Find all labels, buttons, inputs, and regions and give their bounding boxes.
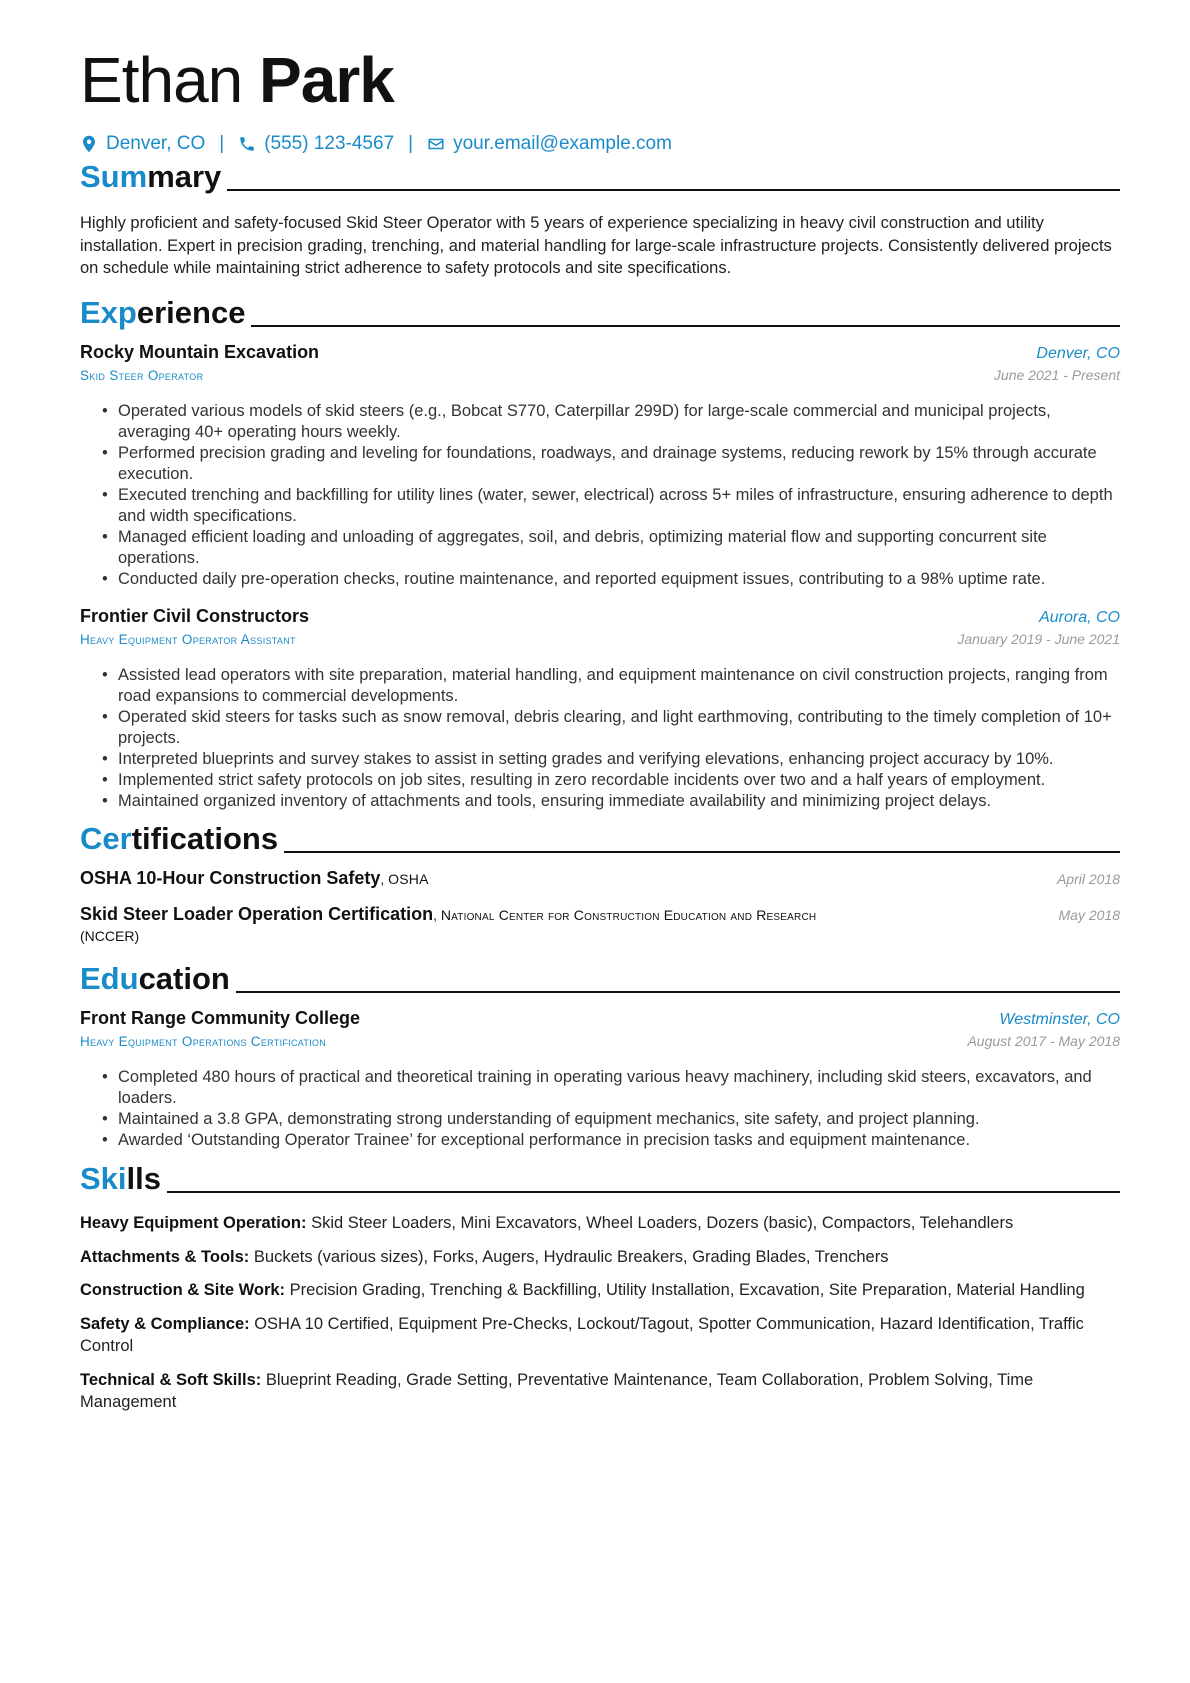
section-header (80, 158, 1120, 196)
section-title: Certifications (80, 821, 279, 856)
skill-value: Precision Grading, Trenching & Backfilling, Utility Installation, Excavation, Site Preparation, Material Handling (289, 1281, 1085, 1299)
skill-row (80, 1246, 1120, 1269)
certification-issuer-suffix: (NCCER) (80, 928, 140, 944)
list-item: • Operated skid steers for tasks such as snow removal, debris clearing, and light earthmoving, contributing to the timely completion of 10+ projects. (80, 707, 1120, 749)
program-name: Heavy Equipment Operations Certification (80, 1034, 327, 1049)
skill-label: Technical & Soft Skills: (80, 1370, 262, 1389)
certification-issuer: OSHA (388, 871, 429, 887)
summary-section (80, 158, 1120, 280)
skills-section (80, 1160, 1120, 1425)
list-item: • Conducted daily pre-operation checks, routine maintenance, and reported equipment issues, contributing to a 98% uptime rate. (80, 569, 1120, 590)
section-header (80, 960, 1120, 998)
school-location: Westminster, CO (999, 1011, 1120, 1028)
job-dates: January 2019 - June 2021 (957, 631, 1120, 647)
skill-value: Blueprint Reading, Grade Setting, Preventative Maintenance, Team Collaboration, Problem Solving, Time Management (80, 1370, 1034, 1411)
contact-separator: | (408, 133, 414, 154)
certification-date: May 2018 (1058, 907, 1120, 923)
certification-date: April 2018 (1056, 871, 1120, 887)
list-item: • Maintained organized inventory of attachments and tools, ensuring immediate availability and minimizing project delays. (80, 791, 1120, 812)
job-entry (80, 606, 1120, 812)
section-title: Skills (80, 1161, 161, 1196)
job-bullets (80, 401, 1120, 590)
first-name: Ethan (80, 44, 243, 116)
certification-entry: OSHA 10-Hour Construction Safety, OSHA April 2018 (80, 868, 1120, 888)
section-header (80, 1160, 1120, 1198)
section-title: Education (80, 961, 230, 996)
phone-icon (238, 135, 256, 153)
job-title: Skid Steer Operator (80, 368, 204, 383)
list-item: • Completed 480 hours of practical and theoretical training in operating various heavy machinery, including skid steers, excavators, and loaders. (80, 1067, 1120, 1109)
skill-value: OSHA 10 Certified, Equipment Pre-Checks, Lockout/Tagout, Spotter Communication, Hazard Identification, Traffic Control (80, 1314, 1084, 1355)
list-item: • Implemented strict safety protocols on job sites, resulting in zero recordable incidents over two and a half years of employment. (80, 770, 1120, 791)
list-item: • Operated various models of skid steers (e.g., Bobcat S770, Caterpillar 299D) for large-scale commercial and municipal projects, averaging 40+ operating hours weekly. (80, 401, 1120, 443)
education-entry (80, 1008, 1120, 1151)
skill-label: Attachments & Tools: (80, 1247, 250, 1266)
skill-value: Buckets (various sizes), Forks, Augers, Hydraulic Breakers, Grading Blades, Trenchers (253, 1247, 889, 1266)
education-bullets (80, 1067, 1120, 1151)
contact-email[interactable]: your.email@example.com (453, 133, 672, 154)
skill-row (80, 1279, 1120, 1302)
job-dates: June 2021 - Present (993, 367, 1120, 383)
school-name: Front Range Community College (80, 1008, 361, 1028)
certification-entry: Skid Steer Loader Operation Certification, National Center for Construction Education and Research May 2018 (NCCER) (80, 904, 1120, 944)
certification-issuer: National Center for Construction Education and Research (440, 907, 817, 923)
job-entry (80, 342, 1120, 590)
contact-location: Denver, CO (106, 133, 206, 154)
job-bullets (80, 665, 1120, 812)
education-dates: August 2017 - May 2018 (967, 1033, 1120, 1049)
map-pin-icon (80, 135, 98, 153)
job-location: Denver, CO (1036, 345, 1120, 362)
section-rule (227, 189, 1120, 191)
list-item: • Maintained a 3.8 GPA, demonstrating strong understanding of equipment mechanics, site safety, and project planning. (80, 1109, 1120, 1130)
section-rule (284, 851, 1120, 853)
skill-label: Construction & Site Work: (80, 1281, 286, 1299)
skill-label: Safety & Compliance: (80, 1314, 250, 1333)
certifications-section (80, 820, 1120, 858)
skill-row (80, 1369, 1120, 1414)
section-rule (251, 325, 1120, 327)
certification-name: OSHA 10-Hour Construction Safety (80, 868, 381, 888)
company-name: Rocky Mountain Excavation (80, 342, 320, 362)
last-name: Park (259, 44, 394, 116)
list-item: • Assisted lead operators with site preparation, material handling, and equipment maintenance on civil construction projects, ranging from road expansions to commercial developments. (80, 665, 1120, 707)
contact-phone[interactable]: (555) 123-4567 (264, 133, 395, 154)
experience-section (80, 294, 1120, 332)
section-rule (167, 1191, 1120, 1193)
list-item: • Interpreted blueprints and survey stakes to assist in setting grades and verifying elevations, enhancing project accuracy by 10%. (80, 749, 1120, 770)
contact-separator: | (219, 133, 225, 154)
job-title: Heavy Equipment Operator Assistant (80, 632, 296, 647)
company-name: Frontier Civil Constructors (80, 606, 310, 626)
list-item: • Managed efficient loading and unloading of aggregates, soil, and debris, optimizing material flow and supporting concurrent site operations. (80, 527, 1120, 569)
job-location: Aurora, CO (1039, 609, 1120, 626)
skill-label: Heavy Equipment Operation: (80, 1214, 307, 1232)
list-item: • Executed trenching and backfilling for utility lines (water, sewer, electrical) across 5+ miles of infrastructure, ensuring adherence to depth and width specifications. (80, 485, 1120, 527)
skills-list (80, 1212, 1120, 1414)
candidate-name (80, 40, 394, 120)
skill-value: Skid Steer Loaders, Mini Excavators, Wheel Loaders, Dozers (basic), Compactors, Telehandlers (311, 1214, 1014, 1232)
list-item: • Awarded ‘Outstanding Operator Trainee’ for exceptional performance in precision tasks and equipment maintenance. (80, 1130, 1120, 1151)
skill-row (80, 1212, 1120, 1235)
section-title: Summary (80, 159, 222, 194)
skill-row (80, 1313, 1120, 1358)
summary-text: Highly proficient and safety-focused Skid Steer Operator with 5 years of experience specializing in heavy civil construction and utility installation. Expert in precision grading, trenching, and material handling for large-scale infrastructure projects. Consistently delivered projects on schedule while maintaining strict adherence to safety protocols and site specifications. (80, 214, 1112, 277)
envelope-icon (427, 135, 445, 153)
section-title: Experience (80, 295, 246, 330)
contact-bar (80, 133, 672, 155)
section-rule (236, 991, 1120, 993)
certification-name: Skid Steer Loader Operation Certification (80, 904, 434, 924)
list-item: • Performed precision grading and leveling for foundations, roadways, and drainage systems, reducing rework by 15% through accurate execution. (80, 443, 1120, 485)
section-header (80, 820, 1120, 858)
section-header (80, 294, 1120, 332)
education-section (80, 960, 1120, 998)
